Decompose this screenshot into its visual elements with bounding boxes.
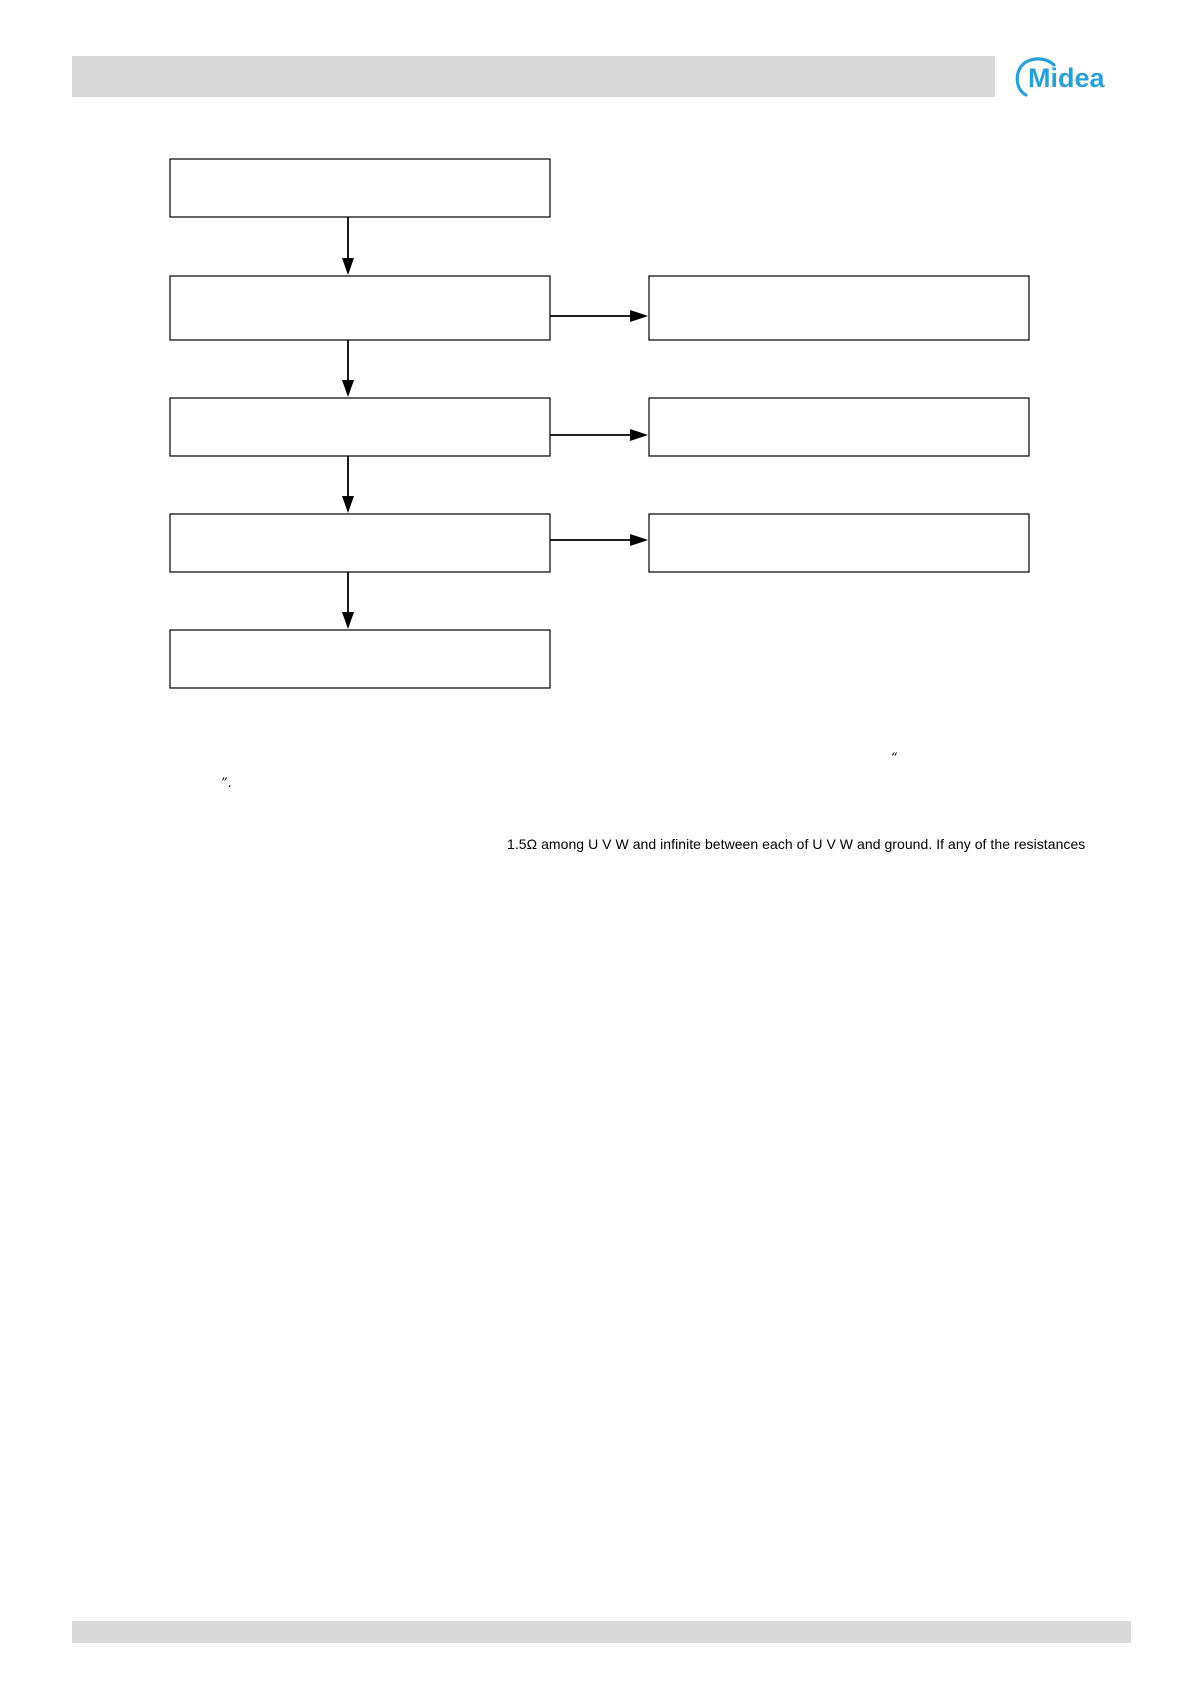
- arrow-right-3: [550, 534, 648, 546]
- close-quote: ”.: [221, 776, 232, 791]
- arrow-down-3: [342, 456, 354, 513]
- resistance-note: 1.5Ω among U V W and infinite between each of U V W and ground. If any of the resistances: [507, 836, 1086, 852]
- flow-step-2: [170, 276, 550, 340]
- arrow-right-1: [550, 310, 648, 322]
- flow-step-3: [170, 398, 550, 456]
- arrow-down-2: [342, 340, 354, 397]
- arrow-down-4: [342, 572, 354, 629]
- logo-wordmark: Midea: [1028, 63, 1105, 93]
- flow-step-1: [170, 159, 550, 217]
- flow-side-step-3: [649, 514, 1029, 572]
- open-quote: “: [891, 751, 898, 766]
- flow-step-4: [170, 514, 550, 572]
- flow-side-step-2: [649, 398, 1029, 456]
- flowchart: [0, 0, 1191, 720]
- footer-bar: [72, 1621, 1131, 1643]
- arrow-down-1: [342, 217, 354, 275]
- flow-side-step-1: [649, 276, 1029, 340]
- arrow-right-2: [550, 429, 648, 441]
- flow-step-5: [170, 630, 550, 688]
